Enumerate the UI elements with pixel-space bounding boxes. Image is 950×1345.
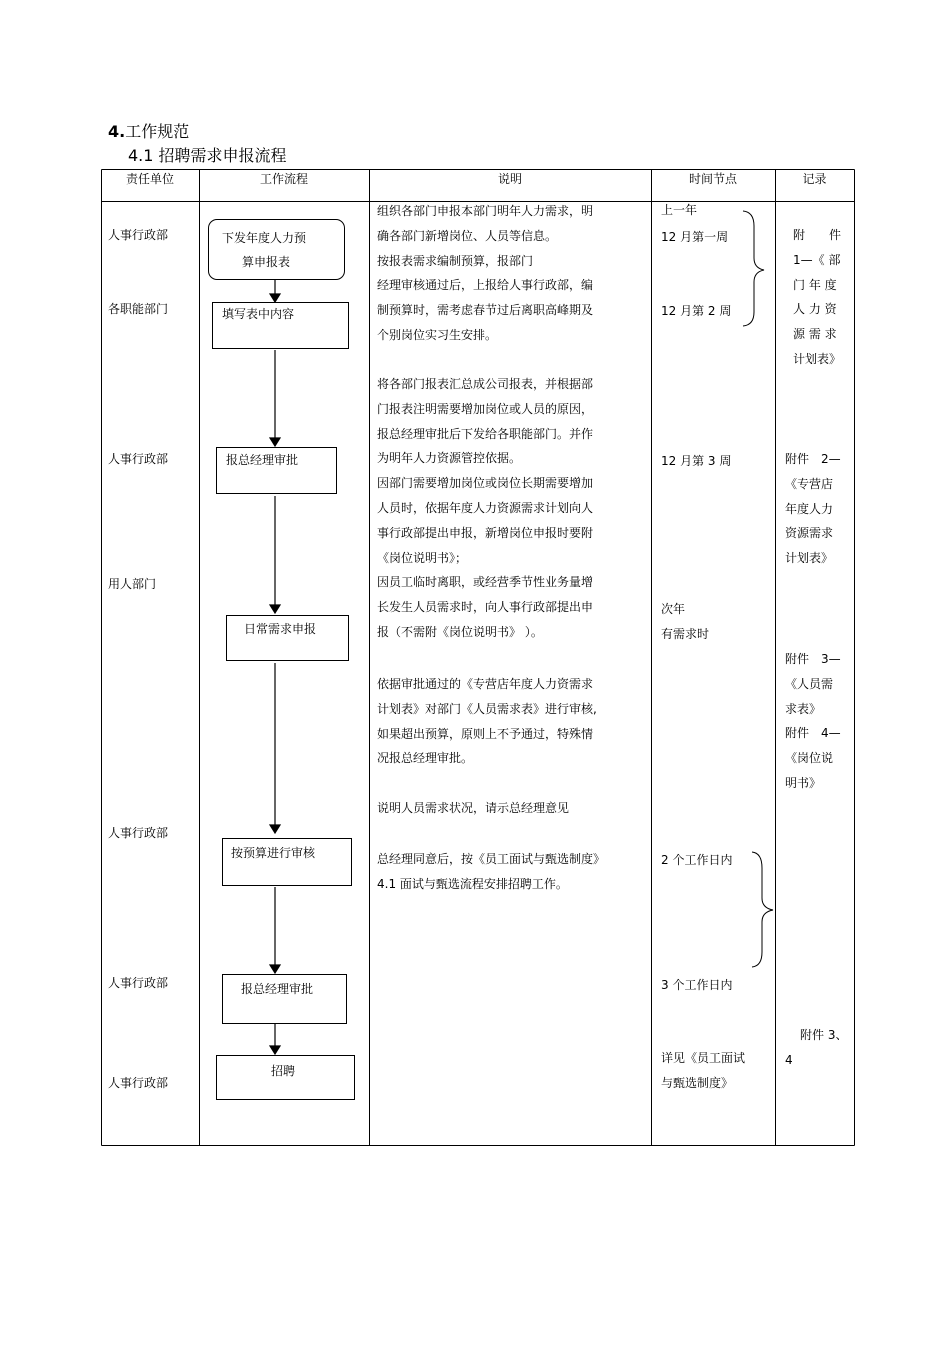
flow-box-5-label: 按预算进行审核 — [231, 846, 316, 860]
col-header-record: 记录 — [802, 172, 827, 186]
desc-2-line: 将各部门报表汇总成公司报表，并根据部 — [377, 377, 594, 391]
record-4-line: 附件 3、 — [800, 1028, 848, 1042]
description-block-2 — [377, 372, 593, 645]
record-2-line: 《专营店 — [785, 476, 834, 491]
time-prev-year: 上一年 — [661, 203, 698, 217]
time-see-policy — [661, 1046, 745, 1096]
record-3-line: 求表》 — [785, 701, 822, 716]
record-attachment-1 — [793, 223, 841, 372]
description-block-4: 说明人员需求状况，请示总经理意见 — [377, 801, 570, 815]
record-1-line: 计划表》 — [793, 351, 842, 366]
desc-2-line: 因部门需要增加岗位或岗位长期需要增加 — [377, 476, 594, 491]
record-1-line: 附 件 — [793, 228, 842, 242]
record-attachment-3-4-recruit — [785, 1023, 847, 1073]
desc-1-line: 组织各部门申报本部门明年人力需求，明 — [377, 204, 594, 218]
time-on-demand: 有需求时 — [661, 627, 710, 641]
desc-2-line: 门报表注明需要增加岗位或人员的原因， — [377, 401, 594, 416]
desc-2-line: 事行政部提出申报，新增岗位申报时要附 — [377, 525, 594, 540]
record-2-line: 计划表》 — [785, 551, 834, 566]
section-number: 4. — [108, 122, 126, 141]
col-header-flow: 工作流程 — [259, 172, 308, 186]
record-attachment-3-4 — [785, 647, 841, 796]
desc-2-line: 因员工临时离职，或经营季节性业务量增 — [377, 575, 594, 590]
brace-1 — [743, 211, 764, 326]
desc-5-line: 4.1 面试与甄选流程安排招聘工作。 — [377, 876, 568, 891]
desc-1-line: 制预算时，需考虑春节过后离职高峰期及 — [377, 303, 594, 318]
unit-3: 人事行政部 — [108, 452, 169, 466]
desc-1-line: 按报表需求编制预算，报部门 — [377, 253, 534, 268]
desc-2-line: 报（不需附《岗位说明书》 ）。 — [377, 624, 543, 639]
record-1-line: 1—《 部 — [793, 252, 841, 267]
arrow-head-6 — [270, 1046, 280, 1054]
record-2-line: 年度人力 — [785, 501, 834, 516]
desc-2-line: 人员时，依据年度人力资源需求计划向人 — [377, 500, 594, 515]
desc-3-line: 计划表》对部门《人员需求表》进行审核, — [377, 701, 597, 716]
unit-4: 用人部门 — [108, 577, 157, 591]
record-3-line: 明书》 — [785, 775, 822, 790]
flow-box-2-label: 填写表中内容 — [222, 307, 295, 321]
section-title: 工作规范 — [125, 122, 190, 141]
arrow-head-3 — [270, 605, 280, 613]
time-next-year: 次年 — [661, 602, 686, 616]
unit-5: 人事行政部 — [108, 826, 169, 840]
record-3-line: 《人员需 — [785, 676, 834, 691]
unit-6: 人事行政部 — [108, 976, 169, 990]
flow-box-fill-form — [212, 302, 349, 349]
flow-box-6-label: 报总经理审批 — [241, 982, 314, 996]
flow-box-1-line-2: 算申报表 — [242, 255, 291, 269]
time-dec-week-1: 12 月第一周 — [661, 230, 729, 244]
record-1-line: 门 年 度 — [793, 277, 837, 292]
arrow-head-5 — [270, 965, 280, 973]
col-header-unit: 责任单位 — [125, 172, 174, 186]
record-1-line: 源 需 求 — [793, 327, 837, 342]
time-3-workdays: 3 个工作日内 — [661, 978, 733, 992]
unit-2: 各职能部门 — [108, 302, 169, 316]
record-4-line: 4 — [785, 1052, 793, 1067]
flow-box-3-label: 报总经理审批 — [226, 453, 299, 467]
description-block-5 — [377, 847, 605, 897]
desc-3-line: 依据审批通过的《专营店年度人力资需求 — [377, 677, 594, 691]
col-header-description: 说明 — [497, 172, 522, 186]
arrow-head-4 — [270, 825, 280, 833]
description-block-1 — [377, 199, 593, 348]
flow-box-4-label: 日常需求申报 — [244, 622, 317, 636]
time-dec-week-2: 12 月第 2 周 — [661, 304, 732, 318]
time-see-policy-line: 与甄选制度》 — [661, 1075, 734, 1090]
desc-2-line: 为明年人力资源管控依据。 — [377, 451, 522, 466]
unit-7: 人事行政部 — [108, 1076, 169, 1090]
desc-3-line: 如果超出预算，原则上不予通过，特殊情 — [377, 726, 594, 741]
flow-box-7-label: 招聘 — [271, 1064, 296, 1078]
flow-box-recruit — [216, 1055, 355, 1100]
time-dec-week-3: 12 月第 3 周 — [661, 454, 732, 468]
record-1-line: 人 力 资 — [793, 302, 837, 317]
flow-box-1-line-1: 下发年度人力预 — [222, 231, 307, 245]
desc-3-line: 况报总经理审批。 — [377, 751, 474, 766]
desc-5-line: 总经理同意后，按《员工面试与甄选制度》 — [377, 852, 606, 866]
record-attachment-2 — [785, 447, 841, 571]
subsection-heading: 4.1 招聘需求申报流程 — [128, 146, 287, 165]
flow-box-issue-budget-form — [208, 219, 345, 280]
record-2-line: 附件 2— — [785, 452, 841, 466]
flow-box-daily-request — [226, 615, 349, 661]
record-3-line: 附件 4— — [785, 726, 841, 741]
desc-1-line: 个别岗位实习生安排。 — [377, 327, 498, 342]
brace-2 — [752, 852, 773, 967]
desc-1-line: 经理审核通过后，上报给人事行政部，编 — [377, 278, 594, 293]
flow-box-budget-review — [222, 838, 352, 886]
flow-box-gm-approval-1 — [216, 447, 337, 494]
flow-box-gm-approval-2 — [222, 974, 347, 1024]
arrow-head-2 — [270, 438, 280, 446]
desc-1-line: 确各部门新增岗位、人员等信息。 — [377, 228, 558, 243]
desc-2-line: 《岗位说明书》； — [377, 550, 468, 565]
desc-2-line: 报总经理审批后下发给各职能部门。并作 — [377, 426, 594, 441]
record-3-line: 《岗位说 — [785, 751, 834, 766]
unit-1: 人事行政部 — [108, 228, 169, 242]
col-header-time: 时间节点 — [688, 172, 737, 186]
record-3-line: 附件 3— — [785, 652, 841, 666]
desc-2-line: 长发生人员需求时，向人事行政部提出申 — [377, 600, 594, 615]
time-2-workdays: 2 个工作日内 — [661, 853, 733, 867]
record-2-line: 资源需求 — [785, 526, 834, 541]
description-block-3 — [377, 672, 597, 771]
arrow-head-1 — [270, 294, 280, 302]
time-see-policy-line: 详见《员工面试 — [661, 1051, 746, 1065]
